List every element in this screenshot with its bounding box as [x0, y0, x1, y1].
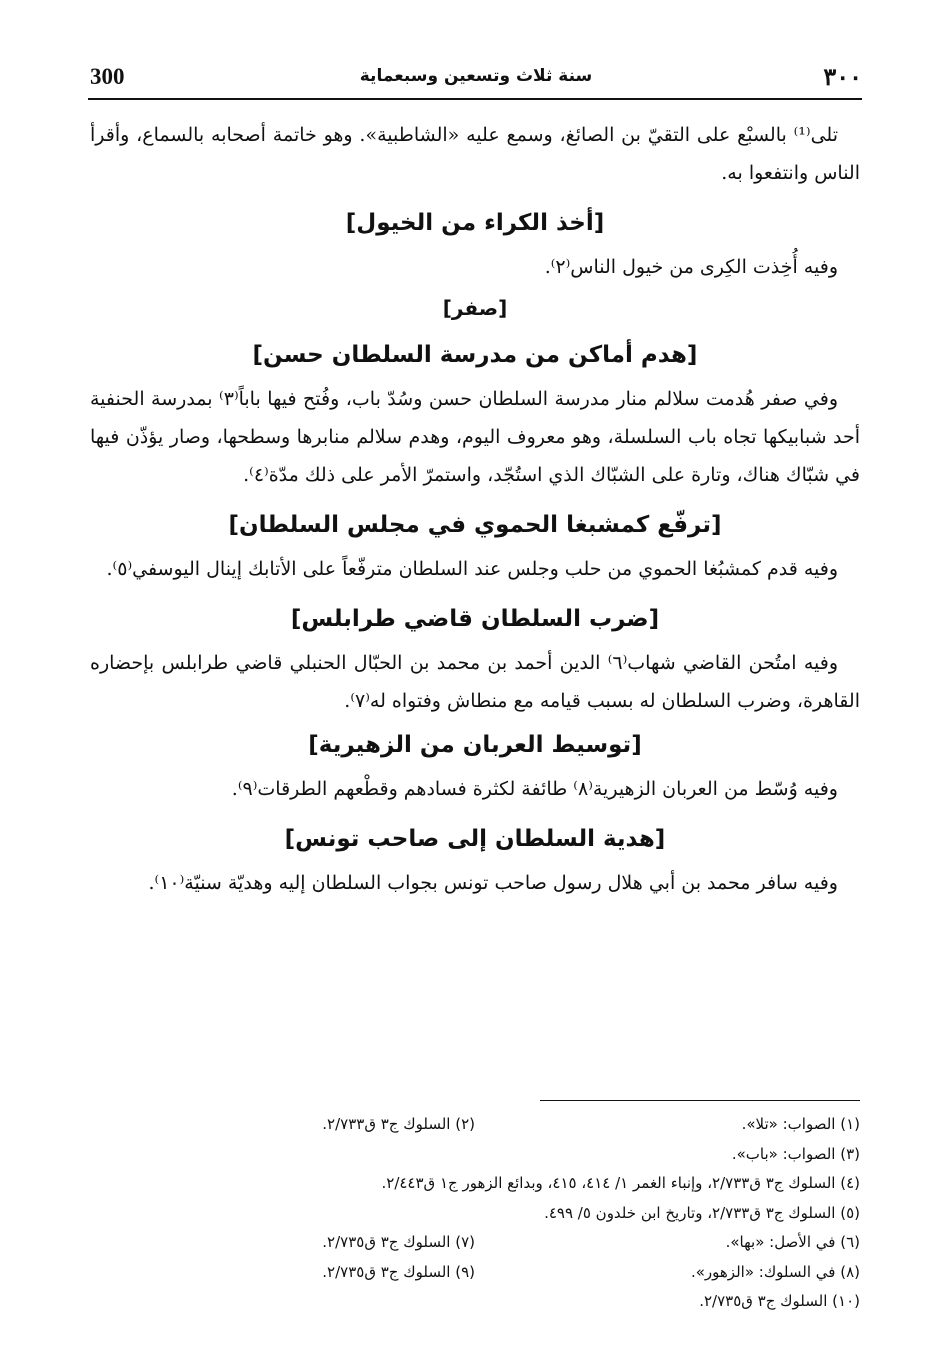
footnote-row	[90, 1110, 860, 1140]
running-title: سنة ثلاث وتسعين وسبعماية	[359, 66, 593, 86]
footnote-row	[90, 1169, 860, 1199]
paragraph-intro: تلى⁽¹⁾ بالسبْع على التقيّ بن الصائغ، وسمع عليه «الشاطبية». وهو خاتمة أصحابه بالسماع، وأقرأ الناس وانتفعوا به.	[90, 124, 860, 184]
footnote-4: (٤) السلوك ج٣ ق٢/٧٣٣، وإنباء الغمر ١/ ٤١٤، ٤١٥، وبدائع الزهور ج١ ق٢/٤٤٣.	[381, 1174, 860, 1192]
footnote-1: (١) الصواب: «تلا».	[741, 1115, 860, 1133]
footnote-2: (٢) السلوك ج٣ ق٢/٧٣٣.	[322, 1115, 475, 1133]
page-header	[90, 58, 862, 98]
footnote-row	[90, 1199, 860, 1229]
paragraph-madrasa: وفي صفر هُدمت سلالم منار مدرسة السلطان حسن وسُدّ باب، وفُتح فيها باباً⁽٣⁾ بمدرسة الحنفية أحد شبابيكها تجاه باب السلسلة، وهو معروف اليوم، وهدم سلالم منابرها وسطحها، وصار يؤذّن فيها في شبّاك هناك، وتارة على الشبّاك الذي استُجّد، واستمرّ الأمر على ذلك مدّة⁽٤⁾.	[90, 388, 860, 486]
header-rule	[88, 98, 862, 100]
footnote-10: (١٠) السلوك ج٣ ق٢/٧٣٥.	[699, 1292, 860, 1310]
page-number-arabic: ٣٠٠	[823, 62, 862, 91]
footnote-8: (٨) في السلوك: «الزهور».	[690, 1262, 860, 1281]
section-heading-madrasa: [هدم أماكن من مدرسة السلطان حسن]	[252, 342, 698, 368]
section-heading-kumushbugha: [ترفّع كمشبغا الحموي في مجلس السلطان]	[228, 512, 722, 538]
section-heading-tripoli-judge: [ضرب السلطان قاضي طرابلس]	[290, 606, 660, 632]
page-number-latin: 300	[90, 64, 125, 89]
footnote-rule	[540, 1100, 860, 1101]
section-heading-zuhayriyya: [توسيط العربان من الزهيرية]	[308, 732, 642, 758]
footnote-3: (٣) الصواب: «باب».	[731, 1144, 860, 1163]
paragraph-tripoli-judge: وفيه امتُحن القاضي شهاب⁽٦⁾ الدين أحمد بن محمد بن الحبّال الحنبلي قاضي طرابلس بإحضاره القاهرة، وضرب السلطان له بسبب قيامه مع منطاش وفتواه له⁽٧⁾.	[90, 652, 860, 712]
paragraph-zuhayriyya: وفيه وُسّط من العربان الزهيرية⁽٨⁾ طائفة لكثرة فسادهم وقطْعهم الطرقات⁽٩⁾.	[231, 778, 838, 800]
footnote-7: (٧) السلوك ج٣ ق٢/٧٣٥.	[322, 1233, 475, 1251]
footnote-row	[90, 1228, 860, 1258]
section-heading-tunis-gift: [هدية السلطان إلى صاحب تونس]	[284, 826, 666, 852]
paragraph-fees: وفيه أُخِذت الكِرى من خيول الناس⁽٢⁾.	[544, 256, 838, 278]
footnote-9: (٩) السلوك ج٣ ق٢/٧٣٥.	[322, 1262, 475, 1281]
footnote-row	[90, 1258, 860, 1288]
footnote-row	[90, 1140, 860, 1170]
month-heading-safar: [صفر]	[442, 296, 508, 320]
paragraph-kumushbugha: وفيه قدم كمشبُغا الحموي من حلب وجلس عند السلطان مترفّعاً على الأتابك إينال اليوسفي⁽٥⁾.	[106, 558, 838, 580]
paragraph-tunis-gift: وفيه سافر محمد بن أبي هلال رسول صاحب تونس بجواب السلطان إليه وهديّة سنيّة⁽١٠⁾.	[148, 872, 838, 894]
section-heading-fees: [أخذ الكراء من الخيول]	[345, 210, 605, 236]
footnote-row	[90, 1287, 860, 1317]
main-text	[90, 116, 860, 902]
footnote-6: (٦) في الأصل: «بها».	[725, 1233, 860, 1251]
footnote-5: (٥) السلوك ج٣ ق٢/٧٣٣، وتاريخ ابن خلدون ٥/ ٤٩٩.	[544, 1203, 860, 1222]
footnotes	[90, 1110, 860, 1317]
